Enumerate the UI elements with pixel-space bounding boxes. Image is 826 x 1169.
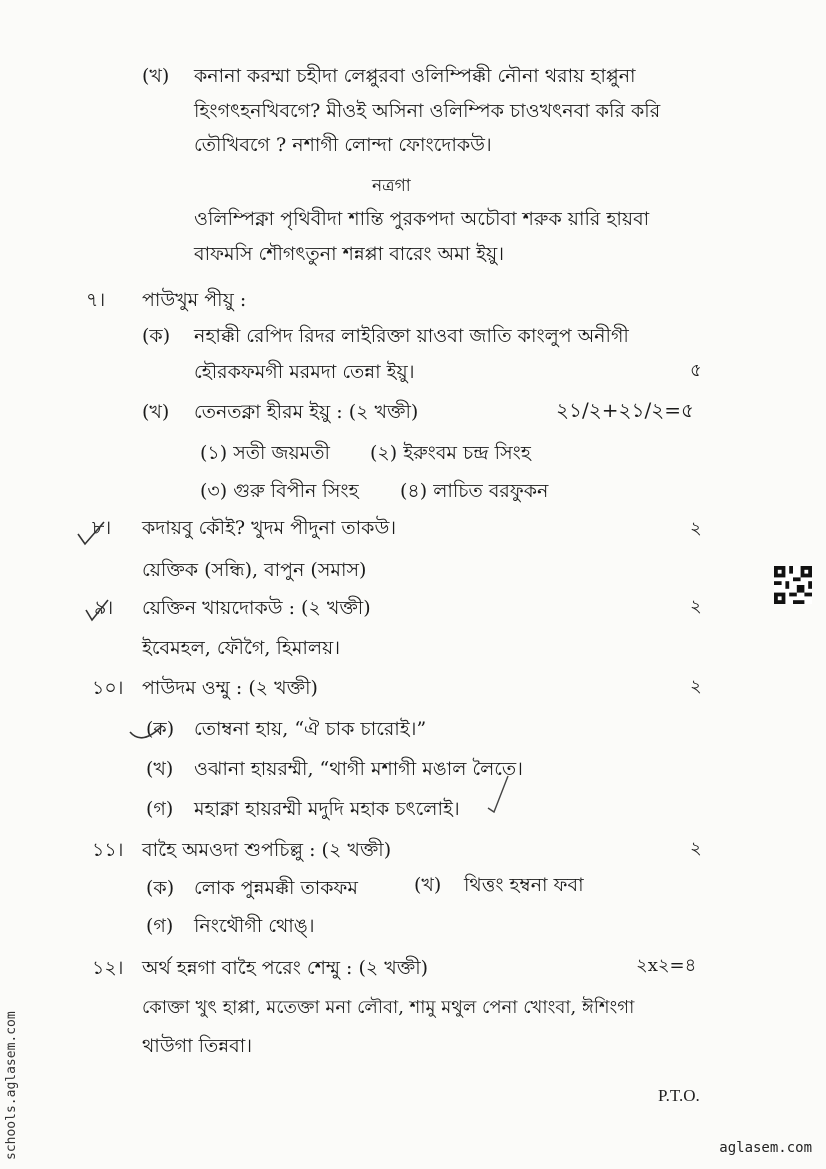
side-site-link[interactable]: schools.aglasem.com [4,1011,19,1160]
q9-marks: ২ [690,596,702,617]
q12-title: অর্থ হন্নগা বাহৈ পরেং শেম্মু : (২ খক্তী) [142,957,429,979]
q10-number: ১০। [92,677,124,699]
q10b-label: (খ) [146,758,174,780]
q11-marks: ২ [690,838,702,859]
q12-line-2: থাউগা তিন্নবা। [142,1035,253,1057]
q7-title: পাউখুম পীয়ু : [142,289,247,311]
or-text-line-1: ওলিম্পিক্না পৃথিবীদা শান্তি পুরকপদা অচৌবা শরুক য়ারি হায়বা [194,208,650,230]
or-heading: নত্রগা [372,176,411,196]
q12-marks: ২x২=৪ [636,955,697,976]
handwritten-tick-q10c [484,774,514,814]
q7b-label: (খ) [142,401,170,423]
q10c-label: (গ) [146,798,174,820]
q11a-label: (ক) [146,877,175,899]
q11-title: বাহৈ অমওদা শুপচিল্লু : (২ খক্তী) [142,839,392,861]
q11c-label: (গ) [146,915,174,937]
q12-number: ১২। [92,957,124,979]
q10-marks: ২ [690,676,702,697]
q10a-label: (ক) [146,718,175,740]
handwritten-tick-q9 [84,598,112,622]
q8-text: য়েক্তিক (সন্ধি), বাপুন (সমাস) [142,559,367,581]
q7b-option-1: (১) সতী জয়মতী [200,442,330,464]
q7b-option-3: (৩) গুরু বিপীন সিংহ [200,480,359,502]
q8-marks: ২ [690,518,702,539]
pto-text: P.T.O. [658,1086,700,1105]
q11b-label: (খ) [414,874,442,896]
q6b-line-3: তৌখিবগে ? নশাগী লোন্দা ফোংদোকউ। [194,134,492,156]
q12-line-1: কোক্তা খুৎ হাপ্পা, মতেক্তা মনা লৌবা, শামু মথুল পেনা খোংবা, ঈশিংগা [142,997,635,1018]
handwritten-tick-q8 [76,520,108,546]
q11b-text: থিত্তং হম্বনা ফবা [464,874,584,896]
handwritten-tick-q10a [128,716,164,746]
q7b-option-4: (৪) লাচিত বরফুকন [400,480,549,502]
q7a-line-1: নহাক্কী রেপিদ রিদর লাইরিক্তা য়াওবা জাতি কাংলুপ অনীগী [194,325,629,347]
q11a-text: লোক পুন্নমক্কী তাকফম [194,877,358,899]
q10c-text: মহাক্না হায়রম্মী মদুদি মহাক চৎলোই। [194,798,460,820]
q11-number: ১১। [92,839,124,861]
q7b-text: তেনতক্না হীরম ইয়ু : (২ খক্তী) [194,401,419,423]
q7b-option-2: (২) ইরুংবম চন্দ্র সিংহ [370,442,531,464]
q9-text: ইবেমহল, ফৌগৈ, হিমালয়। [142,637,341,659]
q6b-label: (খ) [142,65,170,87]
q7a-line-2: হৌরকফমগী মরমদা তেন্না ইয়ু। [194,361,415,383]
q9-title: য়েক্তিন খায়দোকউ : (২ খক্তী) [142,597,371,619]
q9-number: ৯। [94,597,114,619]
q7a-marks: ৫ [690,360,702,381]
footer-site-link[interactable]: aglasem.com [719,1140,812,1156]
or-text-line-2: বাফমসি শৌগৎতুনা শন্নপ্পা বারেং অমা ইয়ু। [194,243,505,265]
q8-title: কদায়বু কৌই? খুদম পীদুনা তাকউ। [142,517,397,539]
q7-number: ৭। [86,289,106,311]
q6b-line-2: হিংগৎহনখিবগে? মীওই অসিনা ওলিম্পিক চাওখৎনবা করি করি [194,100,661,122]
q10-title: পাউদম ওম্মু : (২ খক্তী) [142,677,318,699]
q6b-line-1: কনানা করম্মা চহীদা লেপ্পুরবা ওলিম্পিক্কী নৌনা থরায় হাপ্পুনা [194,65,636,87]
qr-code-icon [774,566,812,604]
q10b-text: ওঝানা হায়রম্মী, “থাগী মশাগী মঙাল লৈতে। [194,758,523,780]
q7b-marks: ২১/২+২১/২=৫ [556,398,694,422]
q11c-text: নিংথৌগী থোঙ্। [194,915,315,937]
q10a-text: তোম্বনা হায়, “ঐ চাক চারোই।” [194,718,427,740]
q8-number: ৮। [92,517,112,539]
q7a-label: (ক) [142,325,171,347]
